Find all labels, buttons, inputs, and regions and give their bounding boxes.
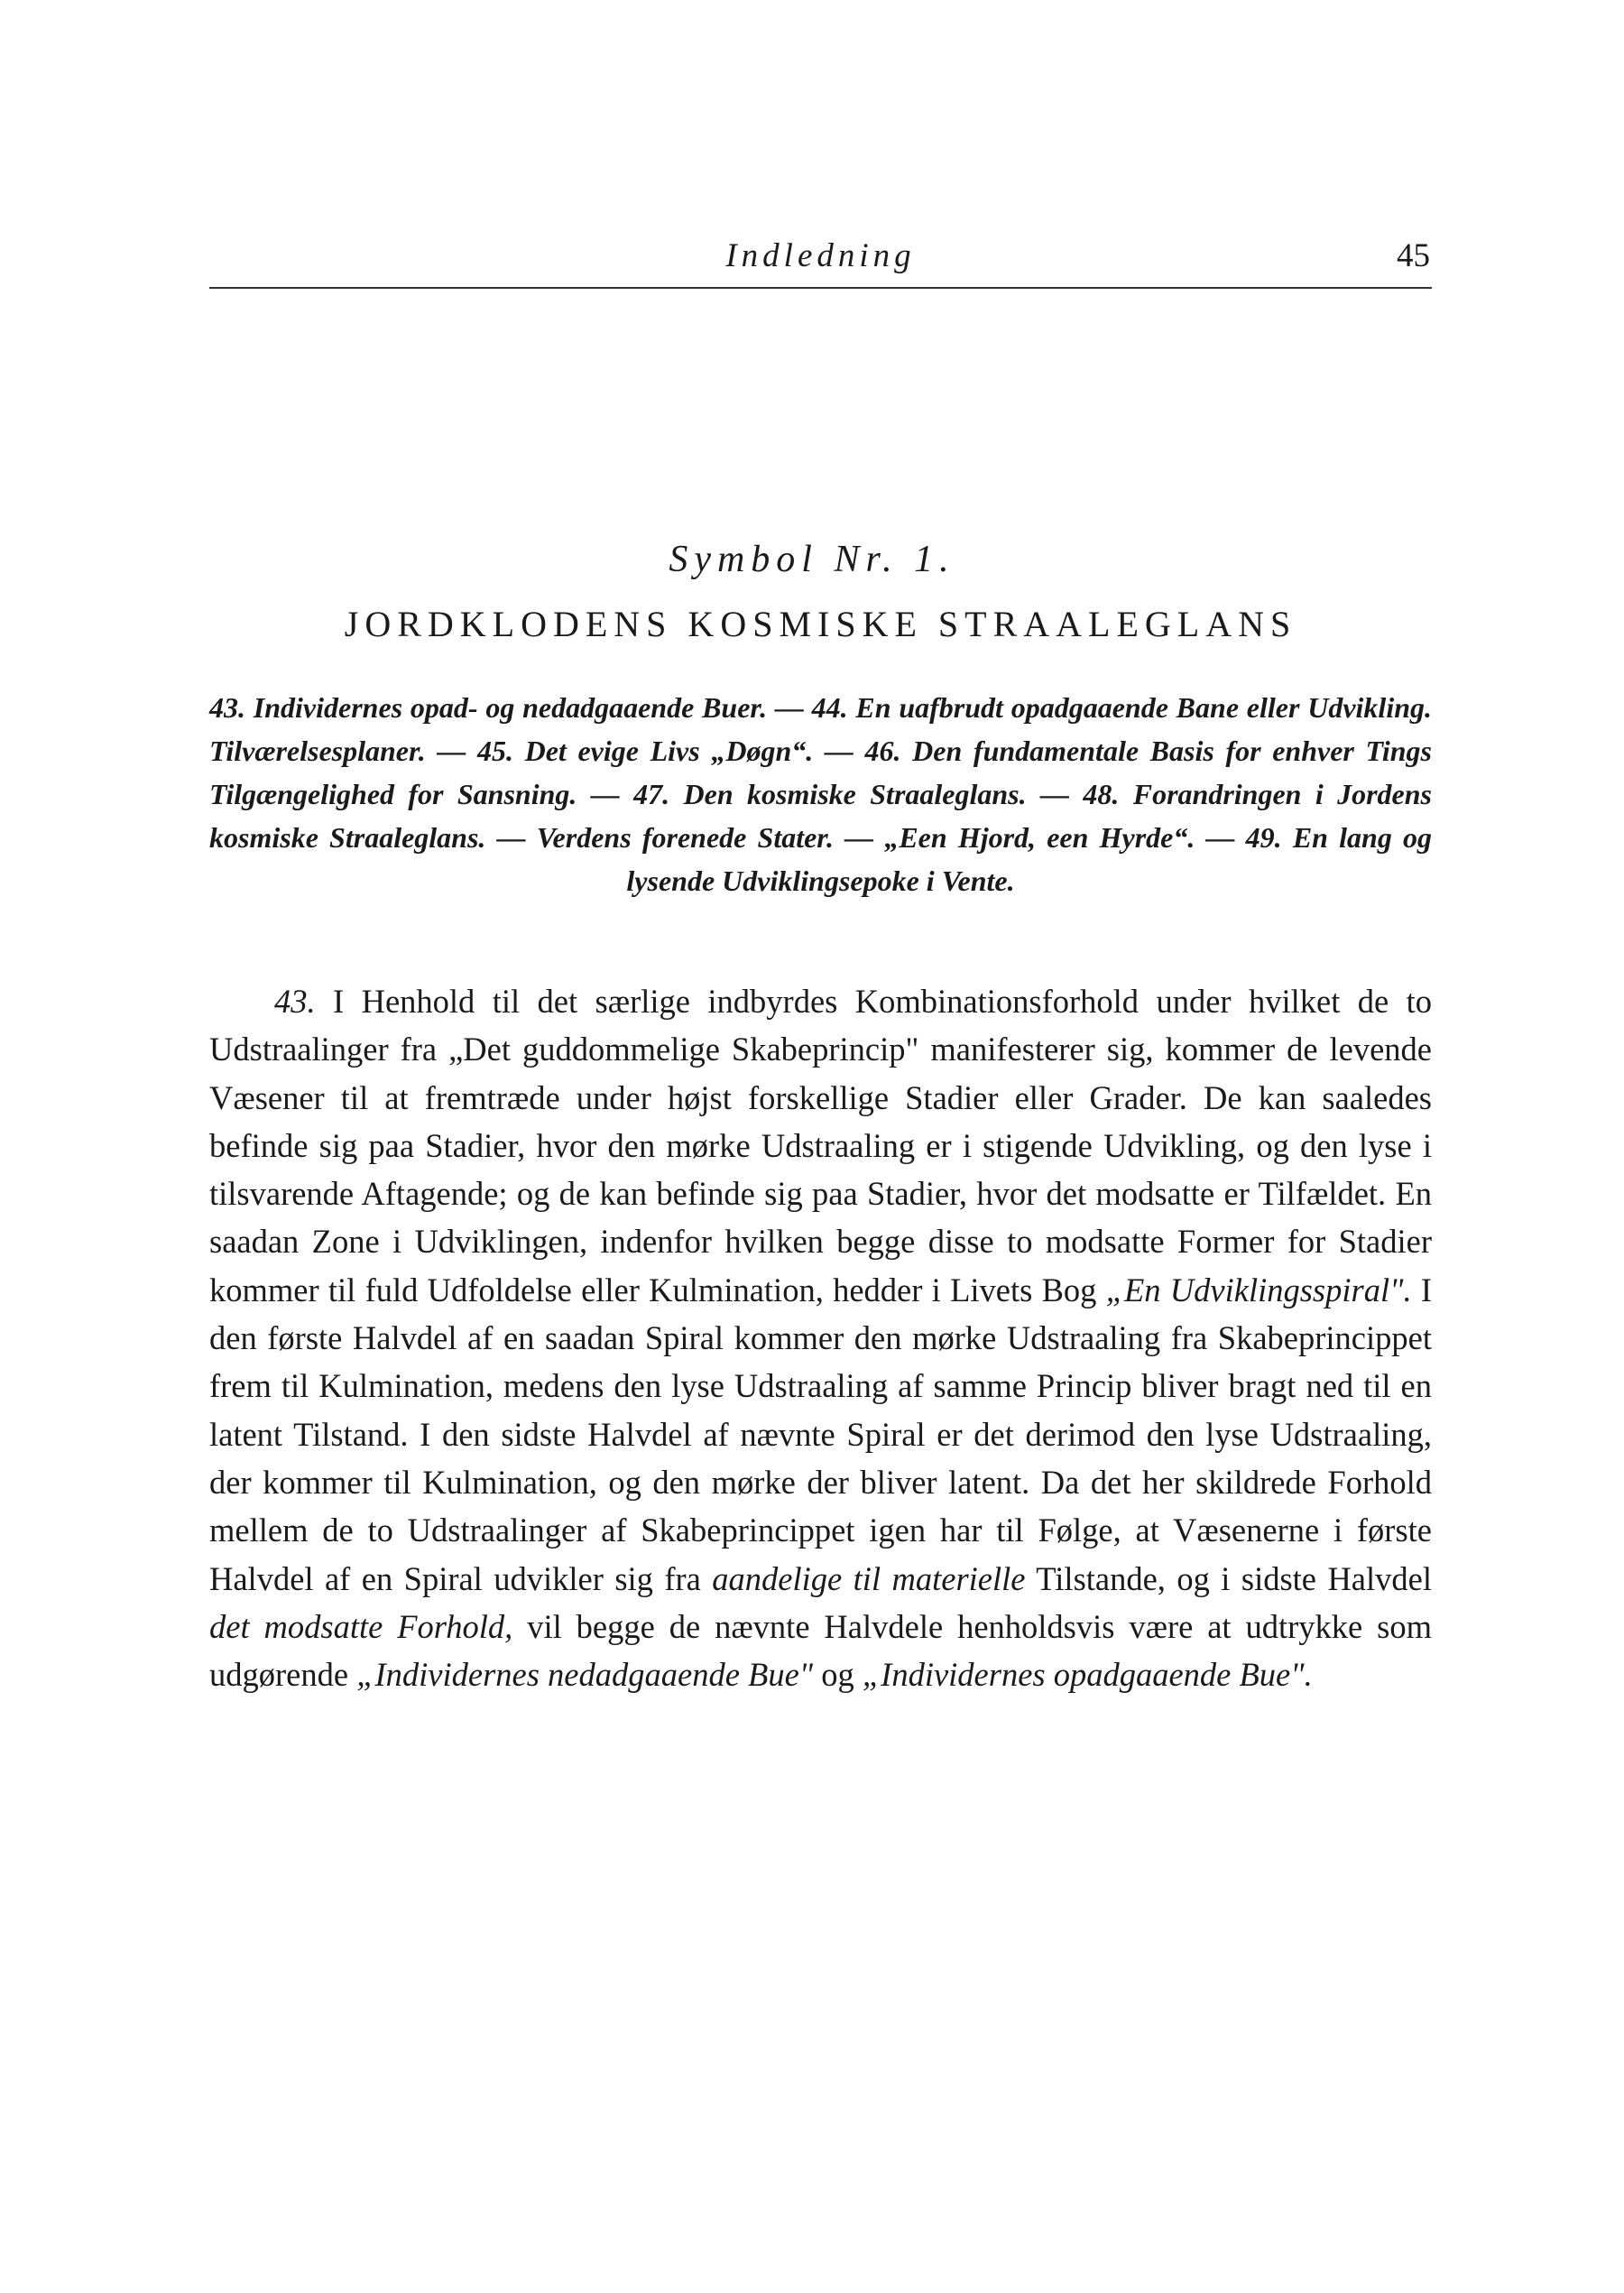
header-rule — [209, 287, 1432, 289]
paragraph-text-part-3: Tilstande, og i sidste Halvdel — [1025, 1559, 1432, 1597]
paragraph-text-part-4: vil begge de nævnte Halvdele henholdsvis være at udtrykke som udgørende — [209, 1607, 1432, 1694]
paragraph-text-part-2: I den første Halvdel af en saadan Spiral kommer den mørke Udstraaling fra Skabeprincippet frem til Kulmination, medens den lyse Udstraaling af samme Princip bliver bragt ned til en latent Tilstand. I den sidste Halvdel af nævnte Spiral er det derimod den lyse Udstraaling, der kommer til Kulmination, og den mørke der bliver latent. Da det her skildrede Forhold mellem de to Udstraalinger af Skabeprincippet igen har til Følge, at Væsenerne i første Halvdel af en Spiral udvikler sig fra — [209, 1271, 1433, 1597]
chapter-synopsis: 43. Individernes opad- og nedadgaaende Buer. — 44. En uafbrudt opadgaaende Bane eller Udvikling. Tilværelsesplaner. — 45. Det evige Livs „Døgn“. — 46. Den fundamentale Basis for enhver Tings Tilgængelighed for Sansning. — 47. Den kosmiske Straaleglans. — 48. Forandringen i Jordens kosmiske Straaleglans. — Verdens forenede Stater. — „Een Hjord, een Hyrde“. — 49. En lang og lysende Udviklingsepoke i Vente. — [209, 691, 1432, 897]
emphasis-udviklingsspiral: „En Udviklingsspiral". — [1105, 1271, 1412, 1308]
emphasis-aandelige-til-materielle: aandelige til materielle — [712, 1559, 1026, 1597]
paragraph-text-part-5: og — [813, 1656, 863, 1694]
chapter-title: JORDKLODENS KOSMISKE STRAALEGLANS — [344, 604, 1297, 644]
running-title: Indledning — [725, 237, 916, 274]
paragraph-number: 43. — [274, 983, 316, 1020]
emphasis-det-modsatte-forhold: det modsatte Forhold, — [209, 1607, 513, 1645]
paragraph-text-part-1: I Henhold til det særlige indbyrdes Kombinationsforhold under hvilket de to Udstraalinger fra „Det guddommelige Skabeprincip" manifesterer sig, kommer de levende Væsener til at fremtræde under højst forskellige Stadier eller Grader. De kan saaledes befinde sig paa Stadier, hvor den mørke Udstraaling er i stigende Udvikling, og den lyse i tilsvarende Aftagende; og de kan befinde sig paa Stadier, hvor det modsatte er Tilfældet. En saadan Zone i Udviklingen, indenfor hvilken begge disse to modsatte Former for Stadier kommer til fuld Udfoldelse eller Kulmination, hedder i Livets Bog — [209, 983, 1432, 1308]
symbol-title: Symbol Nr. 1. — [669, 539, 955, 580]
page-number: 45 — [1397, 237, 1430, 274]
body-paragraph — [209, 977, 1432, 1698]
running-head — [209, 236, 1432, 282]
emphasis-opadgaaende-bue: „Individernes opadgaaende Bue". — [862, 1656, 1313, 1694]
emphasis-nedadgaaende-bue: „Individernes nedadgaaende Bue" — [356, 1656, 814, 1694]
